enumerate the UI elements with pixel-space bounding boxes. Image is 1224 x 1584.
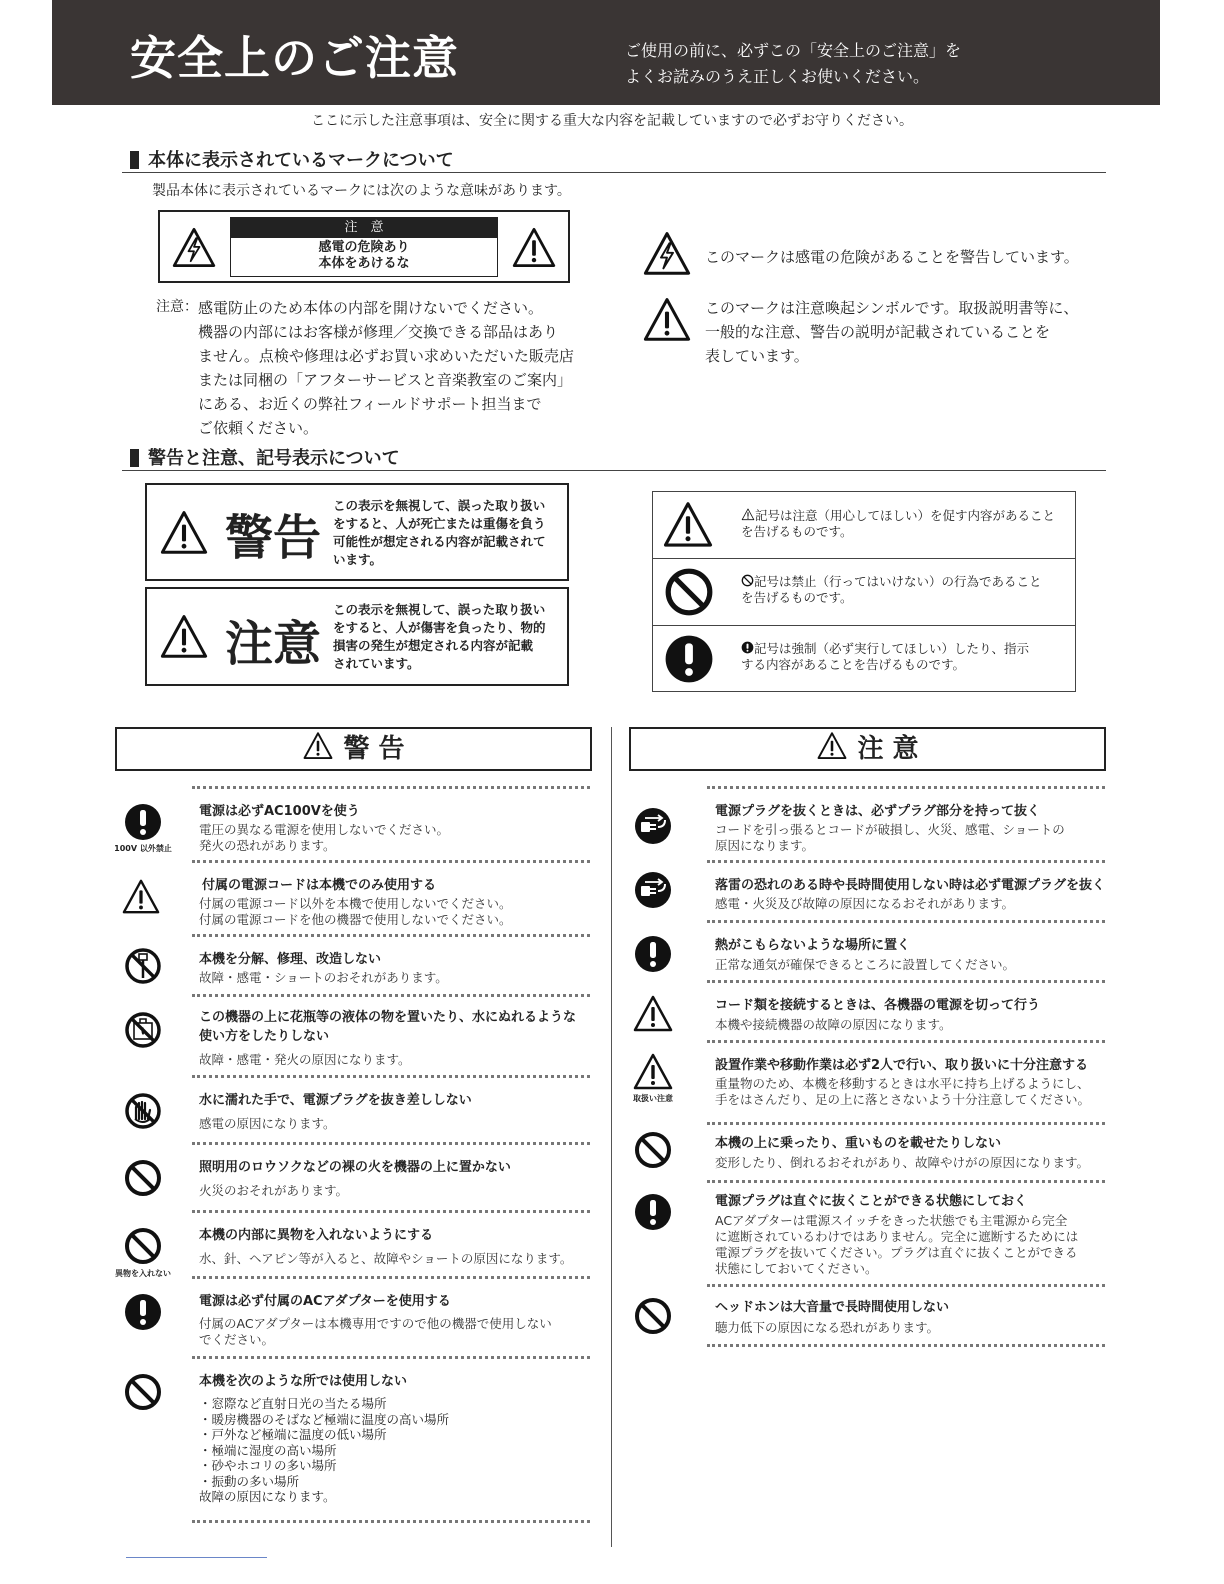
electric-shock-icon — [172, 226, 216, 270]
section-heading-marks: 本体に表示されているマークについて — [130, 146, 454, 172]
unplug-icon — [633, 870, 673, 910]
column-divider — [611, 727, 612, 1547]
item-description: 故障・感電・ショートのおそれがあります。 — [199, 970, 448, 985]
caution-word: 注意 — [225, 616, 322, 672]
item-title: 本機を次のような所では使用しない — [199, 1374, 408, 1389]
electric-shock-icon — [643, 230, 691, 278]
prohibition-icon — [633, 1130, 673, 1170]
item-title: 本機の上に乗ったり、重いものを載せたりしない — [715, 1136, 1002, 1151]
dotted-separator — [707, 1122, 1105, 1125]
symbol-row: 記号は禁止（行ってはいけない）の行為であること を告げるものです。 — [653, 558, 1075, 626]
item-description: 付属のACアダプターは本機専用ですので他の機器で使用しない でください。 — [199, 1316, 552, 1347]
device-label — [158, 210, 570, 283]
warning-word: 警告 — [225, 510, 322, 566]
no-disassembly-icon — [123, 946, 163, 986]
icon-caption: 取扱い注意 — [633, 1094, 673, 1103]
mandatory-icon — [633, 1192, 673, 1232]
item-title: この機器の上に花瓶等の液体の物を置いたり、水にぬれるような 使い方をしたりしない — [199, 1010, 577, 1044]
item-title: 本機を分解、修理、改造しない — [199, 952, 382, 967]
item-title: 電源プラグを抜くときは、必ずプラグ部分を持って抜く — [715, 804, 1041, 819]
icon-caption: 異物を入れない — [115, 1269, 171, 1278]
item-description: 感電・火災及び故障の原因になるおそれがあります。 — [715, 896, 1015, 911]
mandatory-icon — [633, 934, 673, 974]
footer-rule — [126, 1557, 267, 1558]
section-rule — [122, 470, 1106, 471]
item-title: 電源は必ず付属のACアダプターを使用する — [199, 1294, 451, 1309]
item-description: 電圧の異なる電源を使用しないでください。 発火の恐れがあります。 — [199, 822, 450, 853]
dotted-separator — [192, 1520, 590, 1523]
item-title: コード類を接続するときは、各機器の電源を切って行う — [715, 998, 1041, 1013]
prohibition-icon — [123, 1372, 163, 1412]
caution-triangle-icon — [663, 500, 713, 550]
note-label: 注意： — [156, 299, 198, 315]
section-rule — [122, 172, 1106, 173]
dotted-separator — [192, 1356, 590, 1359]
prohibition-icon — [123, 1226, 163, 1266]
item-description: 正常な通気が確保できるところに設置してください。 — [715, 957, 1016, 972]
dotted-separator — [707, 920, 1105, 923]
dotted-separator — [192, 994, 590, 997]
item-description: コードを引っ張るとコードが破損し、火災、感電、ショートの 原因になります。 — [715, 822, 1065, 853]
item-title: 本機の内部に異物を入れないようにする — [199, 1228, 434, 1243]
caution-triangle-icon — [632, 994, 674, 1034]
item-description: 感電の原因になります。 — [199, 1116, 336, 1131]
item-description: 重量物のため、本機を移動するときは水平に持ち上げるようにし、 手をはさんだり、足の上に落とさないよう十分注意してください。 — [715, 1076, 1091, 1107]
symbol-legend — [652, 491, 1076, 692]
shock-mark-text: このマークは感電の危険があることを警告しています。 — [705, 248, 1079, 266]
dotted-separator — [707, 1040, 1105, 1043]
dotted-separator — [192, 1210, 590, 1213]
caution-triangle-icon — [741, 508, 755, 521]
dotted-separator — [707, 980, 1105, 983]
dotted-separator — [707, 1180, 1105, 1183]
item-title: 照明用のロウソクなどの裸の火を機器の上に置かない — [199, 1160, 511, 1175]
item-description: 変形したり、倒れるおそれがあり、故障やけがの原因になります。 — [715, 1155, 1090, 1170]
caution-triangle-icon — [159, 509, 209, 557]
header-subtitle-line: ご使用の前に、必ずこの「安全上のご注意」を — [625, 41, 962, 60]
dotted-separator — [192, 1142, 590, 1145]
item-title: 水に濡れた手で、電源プラグを抜き差ししない — [199, 1093, 472, 1108]
item-title: ヘッドホンは大音量で長時間使用しない — [715, 1300, 950, 1315]
prohibition-icon — [663, 566, 715, 618]
mandatory-icon — [123, 1292, 163, 1332]
item-description: 故障・感電・発火の原因になります。 — [199, 1052, 411, 1067]
dotted-separator — [192, 1276, 590, 1279]
unplug-icon — [633, 806, 673, 846]
header-subtitle-line: よくお読みのうえ正しくお使いください。 — [625, 67, 930, 86]
mandatory-icon — [123, 802, 163, 842]
item-description: 火災のおそれがあります。 — [199, 1183, 349, 1198]
marks-lead-text: 製品本体に表示されているマークには次のような意味があります。 — [152, 183, 571, 199]
intro-text: ここに示した注意事項は、安全に関する重大な内容を記載していますので必ずお守りください。 — [311, 113, 913, 129]
section-heading-signs: 警告と注意、記号表示について — [130, 444, 400, 470]
prohibition-icon — [123, 1158, 163, 1198]
no-wet-hands-icon — [123, 1091, 163, 1131]
item-title: 設置作業や移動作業は必ず2人で行い、取り扱いに十分注意する — [715, 1058, 1089, 1073]
item-bullets: ・窓際など直射日光の当たる場所 ・暖房機器のそばなど極端に温度の高い場所 ・戸外など極端に温度の低い場所 ・極端に湿度の高い場所 ・砂やホコリの多い場所 ・振動の多い場所 故障の原因になります。 — [199, 1396, 450, 1504]
caution-triangle-icon — [159, 613, 209, 661]
header-subtitle — [625, 38, 1095, 90]
label-line: 本体をあけるな — [318, 256, 410, 271]
page-title: 安全上のご注意 — [130, 31, 459, 85]
mandatory-icon — [663, 633, 715, 685]
icon-caption: 100V 以外禁止 — [114, 844, 172, 853]
dotted-separator — [192, 1075, 590, 1078]
dotted-separator — [707, 1284, 1105, 1287]
warning-column-header: 警 告 — [115, 727, 592, 771]
dotted-separator — [707, 786, 1105, 789]
item-title: 付属の電源コードは本機でのみ使用する — [202, 878, 437, 893]
caution-sign-box: 注意 この表示を無視して、誤った取り扱い をすると、人が傷害を負ったり、物的 損害の発生が想定される内容が記載 されています。 — [145, 587, 569, 686]
note-text: 感電防止のため本体の内部を開けないでください。 機器の内部にはお客様が修理／交換できる部品はあり ません。点検や修理は必ずお買い求めいただいた販売店 または同梱の「アフターサービスと音楽教室のご案内」 にある、お近くの弊社フィールドサポート担当まで ご依頼ください。 — [198, 299, 574, 437]
no-liquid-icon — [123, 1010, 163, 1050]
dotted-separator — [707, 860, 1105, 863]
dotted-separator — [192, 786, 590, 789]
mandatory-icon — [741, 641, 754, 654]
caution-triangle-icon — [512, 226, 556, 270]
prohibition-icon — [633, 1296, 673, 1336]
caution-triangle-icon — [643, 296, 691, 344]
label-title: 注 意 — [231, 218, 497, 238]
caution-triangle-icon — [632, 1052, 674, 1092]
item-description: ACアダプターは電源スイッチをきった状態でも主電源から完全 に遮断されているわけではありません。完全に遮断するためには 電源プラグを抜いてください。プラグは直ぐに抜くことができる 状態にしておいてください。 — [715, 1213, 1079, 1276]
item-title: 電源は必ずAC100Vを使う — [199, 804, 360, 819]
item-title: 落雷の恐れのある時や長時間使用しない時は必ず電源プラグを抜く — [715, 878, 1106, 893]
item-description: 水、針、ヘアピン等が入ると、故障やショートの原因になります。 — [199, 1251, 573, 1266]
caution-column-header: 注 意 — [629, 727, 1106, 771]
caution-triangle-icon — [121, 878, 161, 916]
symbol-row: 記号は強制（必ず実行してほしい）したり、指示 する内容があることを告げるものです。 — [653, 625, 1075, 691]
caution-mark-text: このマークは注意喚起シンボルです。取扱説明書等に、 一般的な注意、警告の説明が記載されていることを 表しています。 — [705, 299, 1079, 365]
dotted-separator — [707, 1344, 1105, 1347]
item-description: 本機や接続機器の故障の原因になります。 — [715, 1017, 952, 1032]
warning-sign-box: 警告 この表示を無視して、誤った取り扱い をすると、人が死亡または重傷を負う 可能性が想定される内容が記載されて います。 — [145, 483, 569, 581]
item-description: 聴力低下の原因になる恐れがあります。 — [715, 1320, 940, 1335]
dotted-separator — [192, 860, 590, 863]
item-title: 電源プラグは直ぐに抜くことができる状態にしておく — [715, 1194, 1028, 1209]
label-line: 感電の危険あり — [318, 240, 410, 255]
prohibition-icon — [741, 574, 754, 587]
caution-triangle-icon — [816, 731, 848, 761]
symbol-row: 記号は注意（用心してほしい）を促す内容があること を告げるものです。 — [653, 492, 1075, 559]
item-description: 付属の電源コード以外を本機で使用しないでください。 付属の電源コードを他の機器で使用しないでください。 — [199, 896, 512, 927]
caution-triangle-icon — [302, 731, 334, 761]
dotted-separator — [192, 934, 590, 937]
item-title: 熱がこもらないような場所に置く — [715, 938, 911, 953]
